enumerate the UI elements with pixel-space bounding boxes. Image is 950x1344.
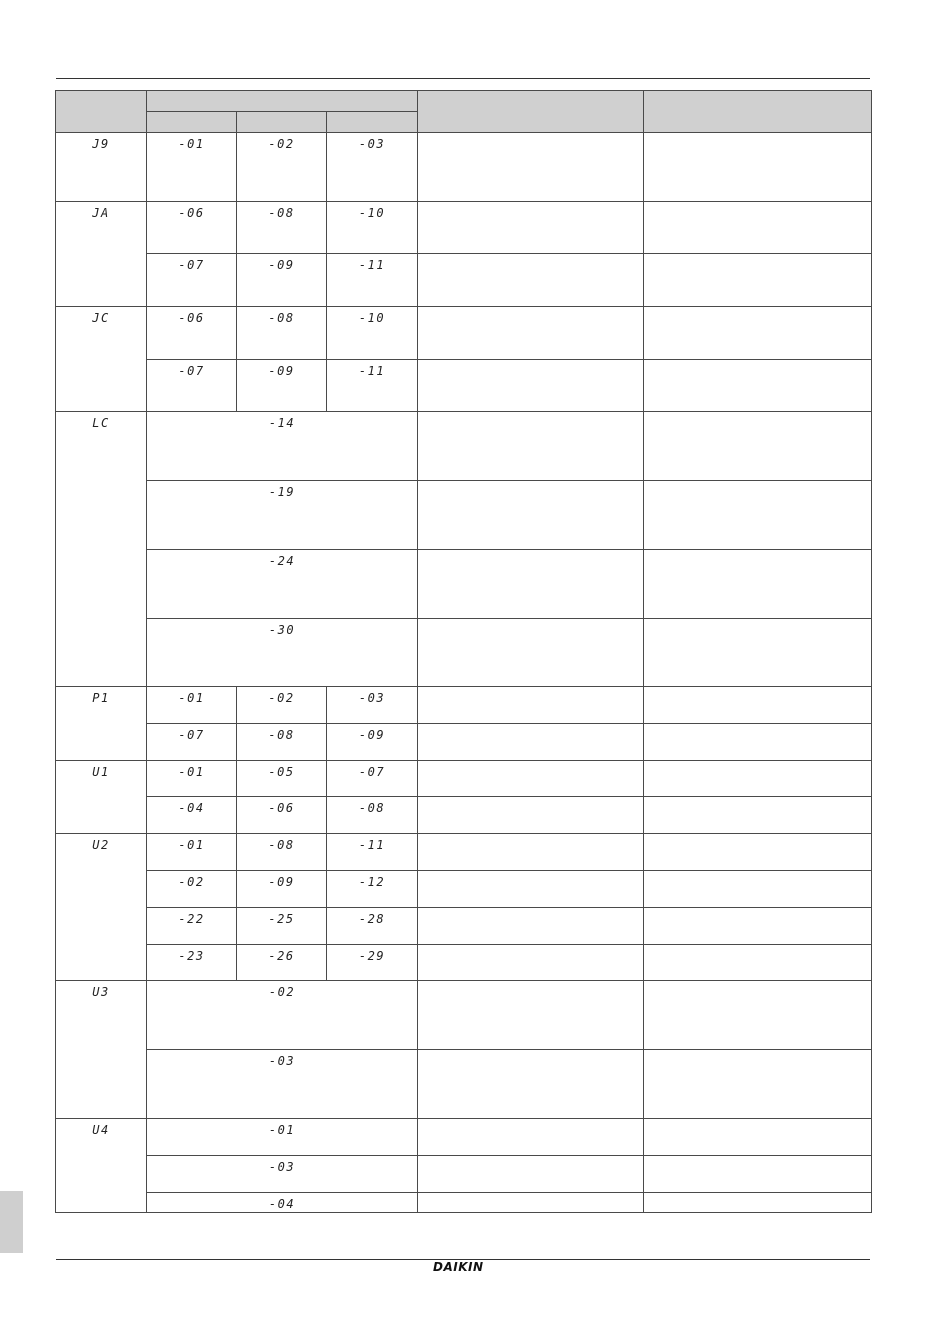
- sub-code: -11: [327, 834, 418, 871]
- remedy-cell: [644, 724, 872, 761]
- sub-code: -04: [147, 1193, 418, 1213]
- sub-code: -01: [147, 761, 237, 797]
- sub-code: -03: [147, 1050, 418, 1119]
- table-row: [56, 834, 872, 871]
- remedy-cell: [644, 1156, 872, 1193]
- sub-code: -11: [327, 360, 418, 412]
- header-remedy: [644, 91, 872, 133]
- sub-code: -28: [327, 908, 418, 945]
- header-description: [418, 91, 644, 133]
- sub-code: -09: [237, 871, 327, 908]
- remedy-cell: [644, 908, 872, 945]
- description-cell: [418, 254, 644, 307]
- remedy-cell: [644, 945, 872, 981]
- sub-code: -08: [327, 797, 418, 834]
- remedy-cell: [644, 619, 872, 687]
- top-rule: [56, 78, 870, 79]
- description-cell: [418, 724, 644, 761]
- header-sub-code: [147, 91, 418, 112]
- main-code: U1: [56, 761, 147, 834]
- sub-code: -26: [237, 945, 327, 981]
- sub-code: -02: [147, 981, 418, 1050]
- description-cell: [418, 871, 644, 908]
- sub-code: -11: [327, 254, 418, 307]
- sub-code: -07: [147, 724, 237, 761]
- sub-code: -04: [147, 797, 237, 834]
- header-sub-col-3: [327, 112, 418, 133]
- sub-code: -02: [147, 871, 237, 908]
- description-cell: [418, 1156, 644, 1193]
- sub-code: -10: [327, 202, 418, 254]
- sub-code: -05: [237, 761, 327, 797]
- description-cell: [418, 360, 644, 412]
- description-cell: [418, 761, 644, 797]
- table-row: [56, 412, 872, 481]
- sub-code: -06: [237, 797, 327, 834]
- table-row: [56, 254, 872, 307]
- table-row: [56, 202, 872, 254]
- main-code: J9: [56, 133, 147, 202]
- table-row: [56, 619, 872, 687]
- description-cell: [418, 202, 644, 254]
- table-row: [56, 1193, 872, 1213]
- description-cell: [418, 797, 644, 834]
- table-row: [56, 981, 872, 1050]
- description-cell: [418, 945, 644, 981]
- description-cell: [418, 307, 644, 360]
- remedy-cell: [644, 360, 872, 412]
- sub-code: -01: [147, 687, 237, 724]
- sub-code: -07: [147, 360, 237, 412]
- header-main-code: [56, 91, 147, 133]
- description-cell: [418, 981, 644, 1050]
- sub-code: -29: [327, 945, 418, 981]
- sub-code: -02: [237, 133, 327, 202]
- remedy-cell: [644, 1193, 872, 1213]
- table-row: [56, 945, 872, 981]
- table-row: [56, 550, 872, 619]
- error-code-table: [55, 90, 872, 1213]
- sub-code: -19: [147, 481, 418, 550]
- remedy-cell: [644, 1050, 872, 1119]
- remedy-cell: [644, 307, 872, 360]
- sub-code: -02: [237, 687, 327, 724]
- main-code: U3: [56, 981, 147, 1119]
- description-cell: [418, 687, 644, 724]
- main-code: LC: [56, 412, 147, 687]
- remedy-cell: [644, 202, 872, 254]
- sub-code: -08: [237, 307, 327, 360]
- sub-code: -10: [327, 307, 418, 360]
- sub-code: -03: [327, 133, 418, 202]
- table-row: [56, 687, 872, 724]
- main-code: JC: [56, 307, 147, 412]
- description-cell: [418, 908, 644, 945]
- table-row: [56, 1119, 872, 1156]
- sub-code: -24: [147, 550, 418, 619]
- sub-code: -06: [147, 202, 237, 254]
- table-row: [56, 1156, 872, 1193]
- sub-code: -14: [147, 412, 418, 481]
- sub-code: -01: [147, 1119, 418, 1156]
- table-row: [56, 871, 872, 908]
- table-row: [56, 360, 872, 412]
- sub-code: -01: [147, 133, 237, 202]
- sub-code: -07: [327, 761, 418, 797]
- remedy-cell: [644, 981, 872, 1050]
- sub-code: -30: [147, 619, 418, 687]
- remedy-cell: [644, 761, 872, 797]
- description-cell: [418, 550, 644, 619]
- remedy-cell: [644, 133, 872, 202]
- sub-code: -23: [147, 945, 237, 981]
- description-cell: [418, 1193, 644, 1213]
- table-row: [56, 307, 872, 360]
- sub-code: -25: [237, 908, 327, 945]
- remedy-cell: [644, 871, 872, 908]
- description-cell: [418, 619, 644, 687]
- sub-code: -01: [147, 834, 237, 871]
- table-row: [56, 761, 872, 797]
- table-row: [56, 133, 872, 202]
- header-sub-col-2: [237, 112, 327, 133]
- remedy-cell: [644, 1119, 872, 1156]
- main-code: JA: [56, 202, 147, 307]
- table-row: [56, 724, 872, 761]
- sub-code: -12: [327, 871, 418, 908]
- main-code: P1: [56, 687, 147, 761]
- remedy-cell: [644, 550, 872, 619]
- remedy-cell: [644, 687, 872, 724]
- header-sub-col-1: [147, 112, 237, 133]
- sub-code: -09: [237, 254, 327, 307]
- daikin-logo: DAIKIN: [433, 1260, 484, 1274]
- remedy-cell: [644, 481, 872, 550]
- remedy-cell: [644, 797, 872, 834]
- table-row: [56, 797, 872, 834]
- description-cell: [418, 1050, 644, 1119]
- sub-code: -06: [147, 307, 237, 360]
- description-cell: [418, 1119, 644, 1156]
- sub-code: -09: [327, 724, 418, 761]
- sub-code: -03: [327, 687, 418, 724]
- sub-code: -07: [147, 254, 237, 307]
- remedy-cell: [644, 412, 872, 481]
- sub-code: -08: [237, 202, 327, 254]
- main-code: U2: [56, 834, 147, 981]
- table-row: [56, 481, 872, 550]
- sub-code: -08: [237, 724, 327, 761]
- sub-code: -08: [237, 834, 327, 871]
- table-row: [56, 1050, 872, 1119]
- description-cell: [418, 834, 644, 871]
- sub-code: -03: [147, 1156, 418, 1193]
- remedy-cell: [644, 834, 872, 871]
- main-code: U4: [56, 1119, 147, 1213]
- table-row: [56, 908, 872, 945]
- chapter-tab: [0, 1191, 23, 1253]
- description-cell: [418, 133, 644, 202]
- remedy-cell: [644, 254, 872, 307]
- description-cell: [418, 412, 644, 481]
- sub-code: -22: [147, 908, 237, 945]
- description-cell: [418, 481, 644, 550]
- sub-code: -09: [237, 360, 327, 412]
